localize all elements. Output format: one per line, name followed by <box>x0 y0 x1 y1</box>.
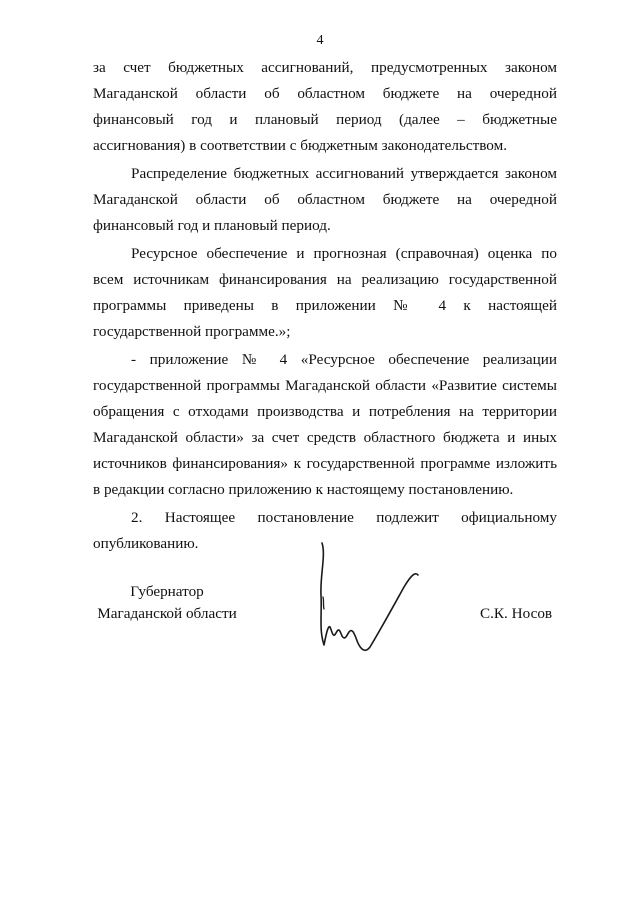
paragraph-distribution: Распределение бюджетных ассигнований утверждается законом Магаданской области об областном бюджете на очередной финансовый год и плановый период. <box>93 165 557 234</box>
paragraph-appendix-4: - приложение № 4 «Ресурсное обеспечение реализации государственной программы Магаданской области «Развитие системы обращения с отходами производства и потребления на территории Магаданской области» за счет средств областного бюджета и иных источников финансирования» к государственной программе изложить в редакции согласно приложению к настоящему постановлению. <box>93 351 557 498</box>
paragraph-budget-allocations: за счет бюджетных ассигнований, предусмотренных законом Магаданской области об областном бюджете на очередной финансовый год и плановый период (далее – бюджетные ассигнования) в соответствии с бюджетным законодательством. <box>93 59 557 154</box>
signatory-position-line1: Губернатор <box>130 583 204 600</box>
signatory-position-line2: Магаданской области <box>97 605 237 622</box>
signatory-name: С.К. Носов <box>480 605 553 622</box>
document-body <box>93 55 557 557</box>
page-number: 4 <box>316 33 324 48</box>
paragraph-publication: 2. Настоящее постановление подлежит официальному опубликованию. <box>93 509 557 552</box>
paragraph-resource-support: Ресурсное обеспечение и прогнозная (справочная) оценка по всем источникам финансирования на реализацию государственной программы приведены в приложении № 4 к настоящей государственной программе.»; <box>93 245 557 340</box>
signatory-position <box>87 581 247 625</box>
